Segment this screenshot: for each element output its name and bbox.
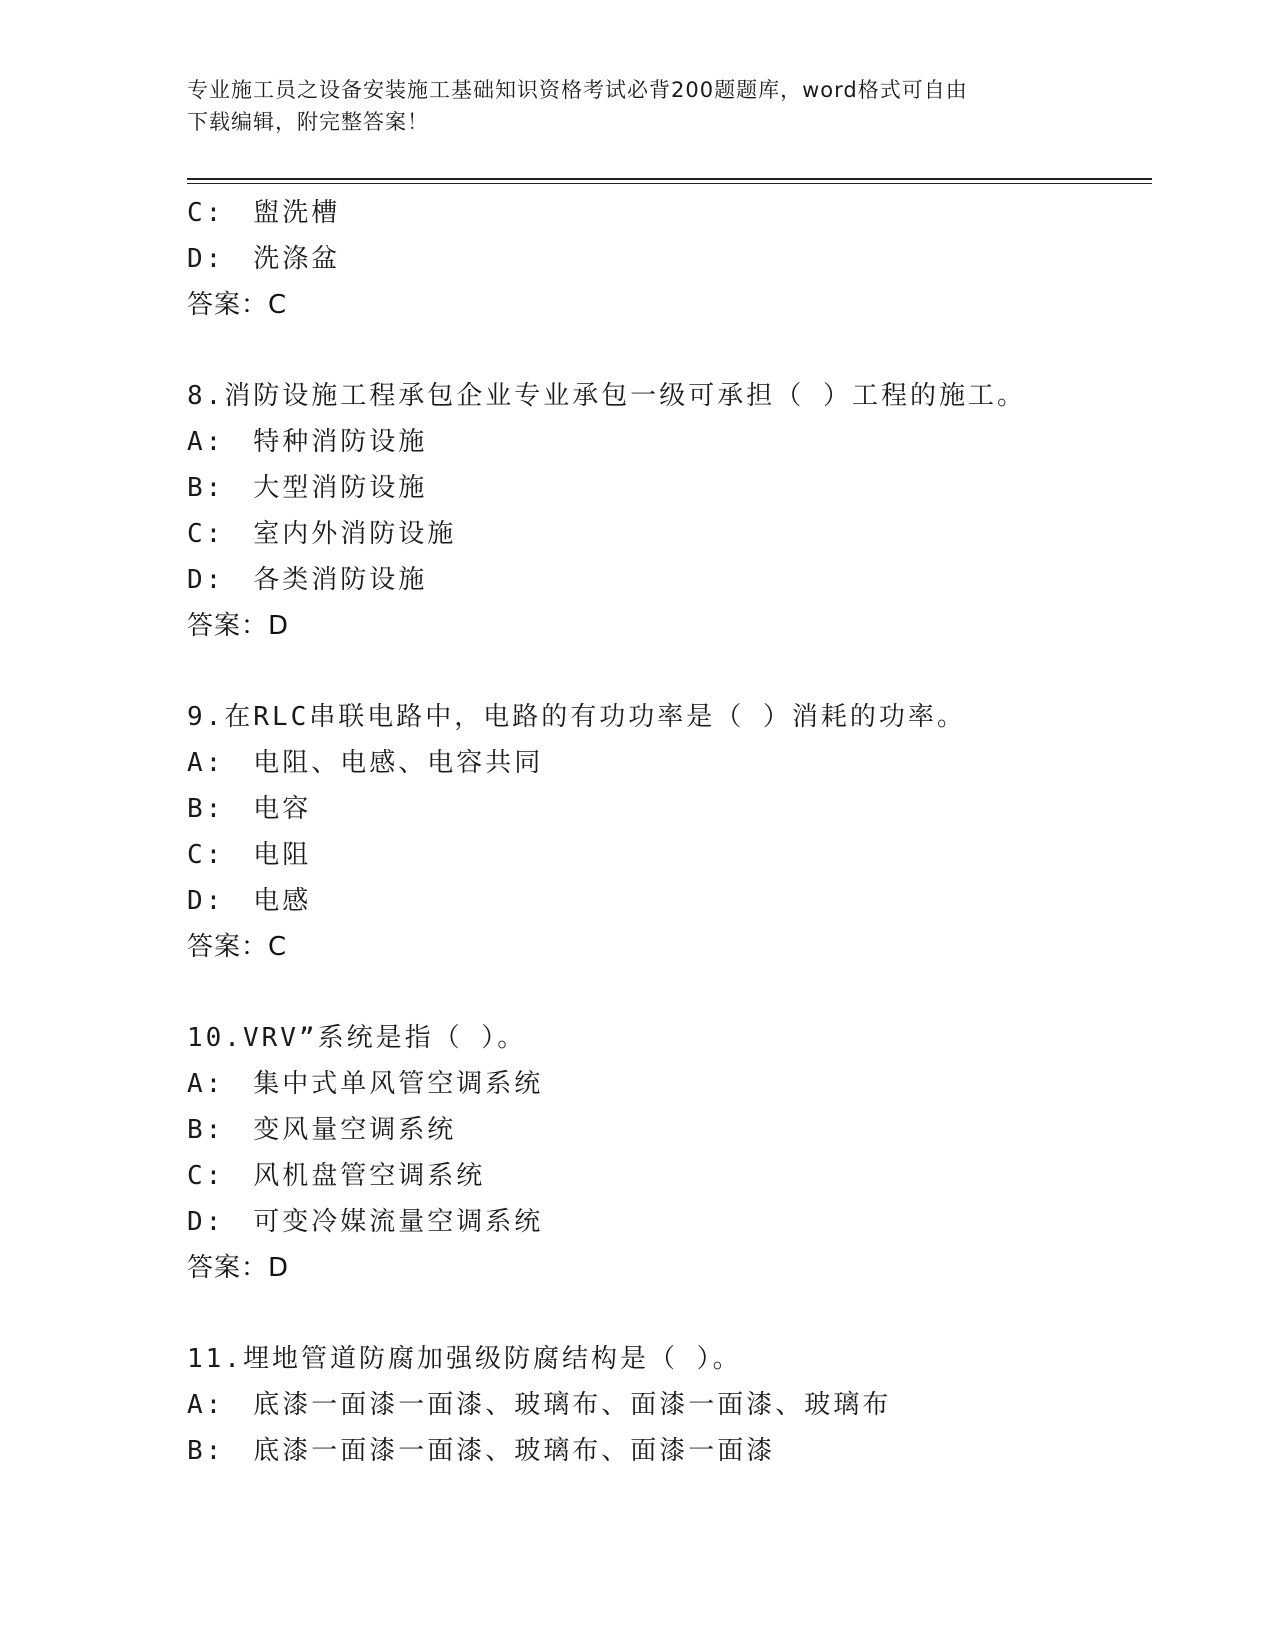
- option-a: A: 特种消防设施: [187, 427, 428, 457]
- option-c: C: 盥洗槽: [187, 198, 341, 228]
- option-c: C: 室内外消防设施: [187, 519, 457, 549]
- document-header: [187, 74, 1067, 138]
- header-divider-thin: [187, 183, 1152, 184]
- question-spacer: [187, 328, 1147, 373]
- option-d: D: 可变冷媒流量空调系统: [187, 1207, 544, 1237]
- option-c: C: 电阻: [187, 840, 312, 870]
- question-stem: 9.在RLC串联电路中，电路的有功功率是（ ）消耗的功率。: [187, 702, 966, 732]
- question-block-9: [187, 694, 1147, 970]
- question-stem: 11.埋地管道防腐加强级防腐结构是（ ）。: [187, 1344, 742, 1374]
- question-spacer: [187, 1291, 1147, 1336]
- answer-line: 答案：D: [187, 611, 290, 641]
- option-a: A: 底漆一面漆一面漆、玻璃布、面漆一面漆、玻璃布: [187, 1390, 892, 1420]
- question-block-10: [187, 1015, 1147, 1291]
- header-line-1: 专业施工员之设备安装施工基础知识资格考试必背200题题库，word格式可自由: [187, 78, 968, 102]
- option-a: A: 电阻、电感、电容共同: [187, 748, 544, 778]
- option-d: D: 洗涤盆: [187, 244, 341, 274]
- option-b: B: 电容: [187, 794, 312, 824]
- option-b: B: 变风量空调系统: [187, 1115, 457, 1145]
- question-spacer: [187, 649, 1147, 694]
- option-c: C: 风机盘管空调系统: [187, 1161, 486, 1191]
- option-d: D: 各类消防设施: [187, 565, 428, 595]
- option-b: B: 底漆一面漆一面漆、玻璃布、面漆一面漆: [187, 1436, 776, 1466]
- question-block-8: [187, 373, 1147, 649]
- option-a: A: 集中式单风管空调系统: [187, 1069, 544, 1099]
- question-stem: 8.消防设施工程承包企业专业承包一级可承担（ ）工程的施工。: [187, 381, 1026, 411]
- question-list: [187, 190, 1147, 1474]
- question-spacer: [187, 970, 1147, 1015]
- answer-line: 答案：C: [187, 290, 288, 320]
- question-block-11: [187, 1336, 1147, 1474]
- header-divider-thick: [187, 178, 1152, 180]
- answer-line: 答案：D: [187, 1253, 290, 1283]
- option-b: B: 大型消防设施: [187, 473, 428, 503]
- question-stem: 10.VRV”系统是指（ ）。: [187, 1023, 527, 1053]
- question-block-7-partial: [187, 190, 1147, 328]
- header-line-2: 下载编辑，附完整答案！: [187, 110, 429, 134]
- answer-line: 答案：C: [187, 932, 288, 962]
- option-d: D: 电感: [187, 886, 312, 916]
